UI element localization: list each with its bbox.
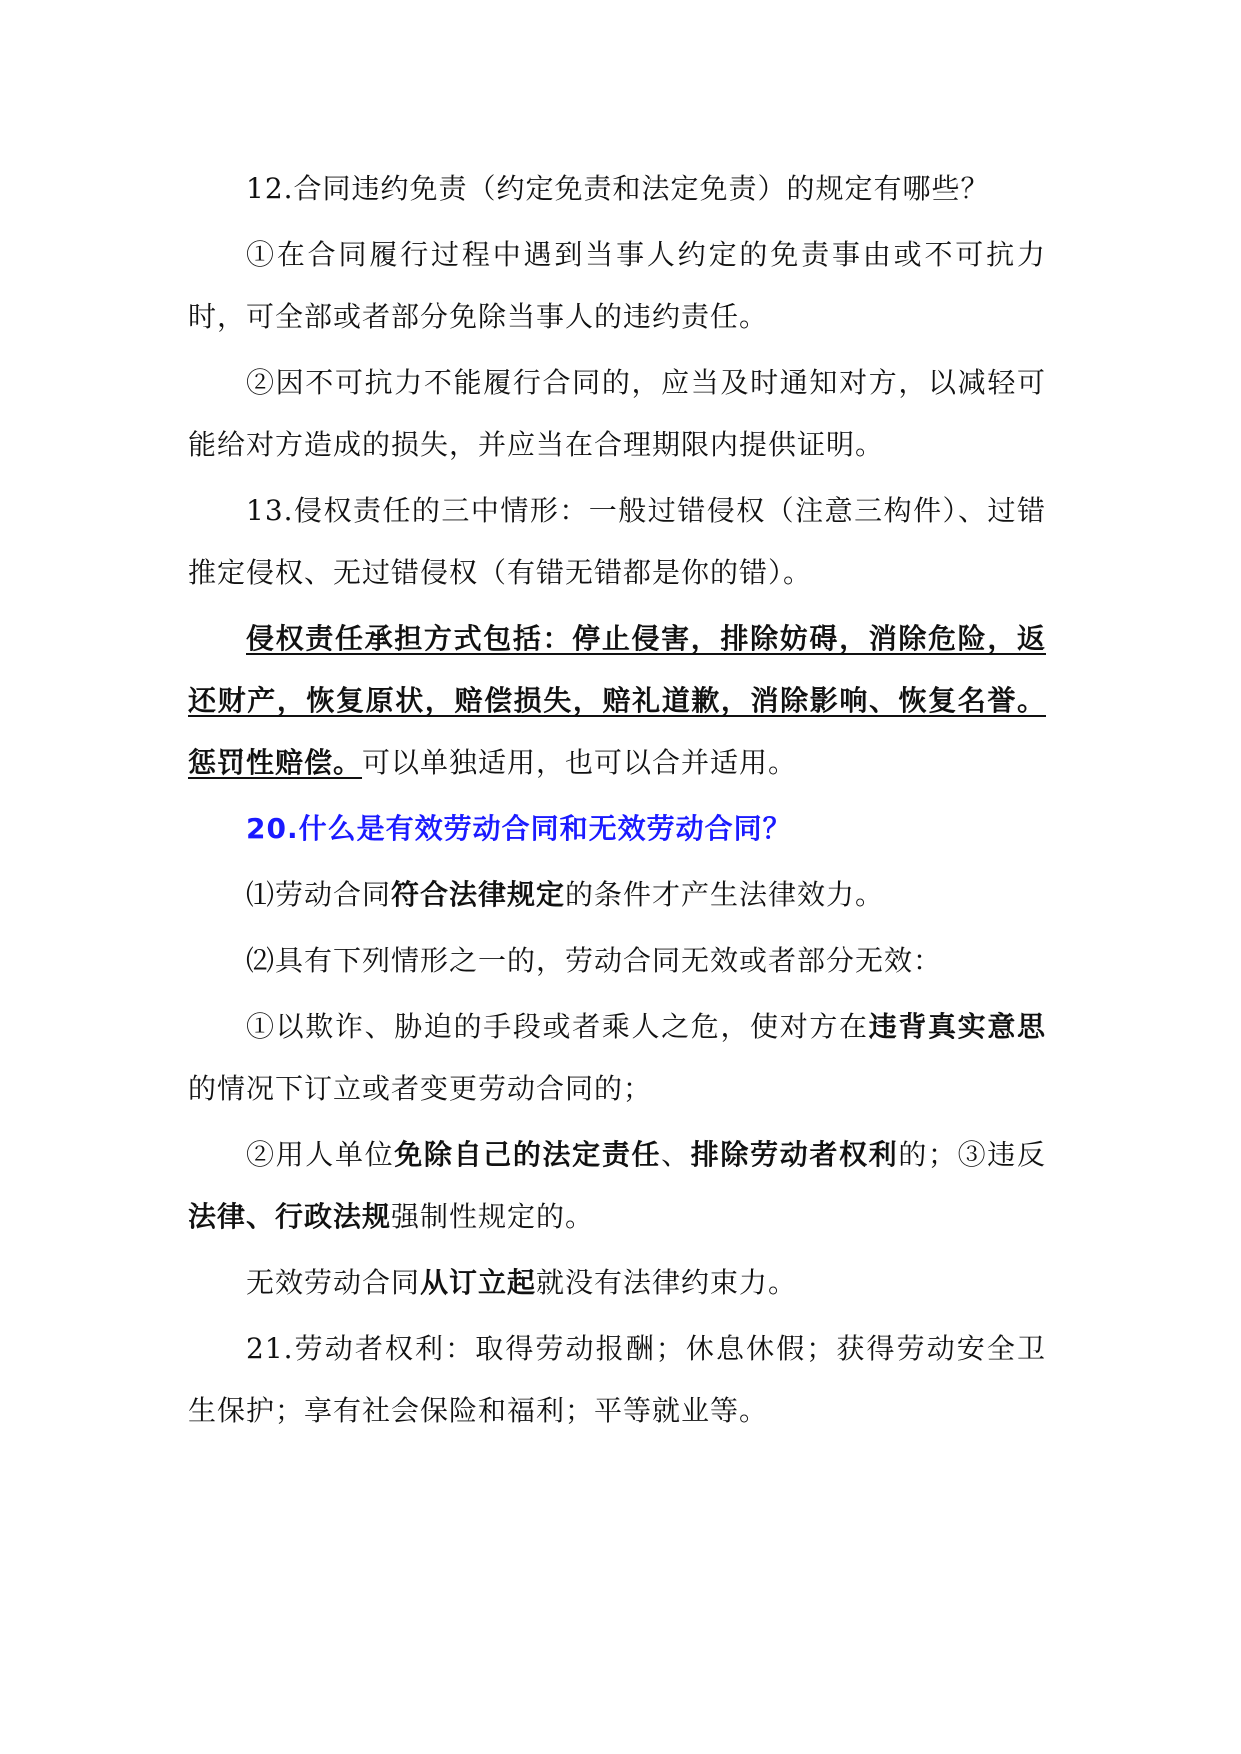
q12-item-1: ①在合同履行过程中遇到当事人约定的免责事由或不可抗力时，可全部或者部分免除当事人的违约责任。 <box>188 238 1046 333</box>
q20-p1-bold: 符合法律规定 <box>391 878 566 911</box>
q20-p1-c: 的条件才产生法律效力。 <box>565 878 885 911</box>
q20-p5 <box>188 1252 1046 1314</box>
q21-paragraph: 21.劳动者权利：取得劳动报酬；休息休假；获得劳动安全卫生保护；享有社会保险和福利；平等就业等。 <box>188 1332 1046 1427</box>
q12-title: 12.合同违约免责（约定免责和法定免责）的规定有哪些？ <box>246 172 990 205</box>
q20-p4-e: 的；③违反 <box>898 1138 1046 1171</box>
q13-bold-underline: 侵权责任承担方式包括：停止侵害，排除妨碍，消除危险，返还财产，恢复原状，赔偿损失，赔礼道歉，消除影响、恢复名誉。惩罚性赔偿。 <box>188 622 1046 779</box>
q20-p5-c: 就没有法律约束力。 <box>536 1266 798 1299</box>
q13-tail: 可以单独适用，也可以合并适用。 <box>362 746 798 779</box>
q13-liability-methods <box>188 608 1046 794</box>
q20-p1-a: ⑴劳动合同 <box>246 878 392 911</box>
q13-paragraph: 13.侵权责任的三中情形：一般过错侵权（注意三构件）、过错推定侵权、无过错侵权（有错无错都是你的错）。 <box>188 494 1046 589</box>
q20-title: 20.什么是有效劳动合同和无效劳动合同？ <box>246 812 792 845</box>
q20-p5-bold: 从订立起 <box>420 1266 537 1299</box>
q20-p4 <box>188 1124 1046 1248</box>
q20-p4-g: 强制性规定的。 <box>391 1200 595 1233</box>
q20-p4-bold-1: 免除自己的法定责任 <box>394 1138 662 1171</box>
document-page <box>188 158 1046 1442</box>
q20-p4-a: ②用人单位 <box>246 1138 395 1171</box>
q20-p3-c: 的情况下订立或者变更劳动合同的； <box>188 1072 653 1105</box>
q20-p4-bold-3: 法律、行政法规 <box>188 1200 392 1233</box>
q20-p1 <box>188 864 1046 926</box>
q20-p3-a: ①以欺诈、胁迫的手段或者乘人之危，使对方在 <box>246 1010 869 1043</box>
q20-p5-a: 无效劳动合同 <box>246 1266 421 1299</box>
q20-p4-c: 、 <box>661 1138 691 1171</box>
q20-p4-bold-2: 排除劳动者权利 <box>690 1138 899 1171</box>
q20-p3 <box>188 996 1046 1120</box>
q20-p2: ⑵具有下列情形之一的，劳动合同无效或者部分无效： <box>246 944 943 977</box>
q12-item-2: ②因不可抗力不能履行合同的，应当及时通知对方，以减轻可能给对方造成的损失，并应当在合理期限内提供证明。 <box>188 366 1046 461</box>
q20-p3-bold: 违背真实意思 <box>868 1010 1046 1043</box>
